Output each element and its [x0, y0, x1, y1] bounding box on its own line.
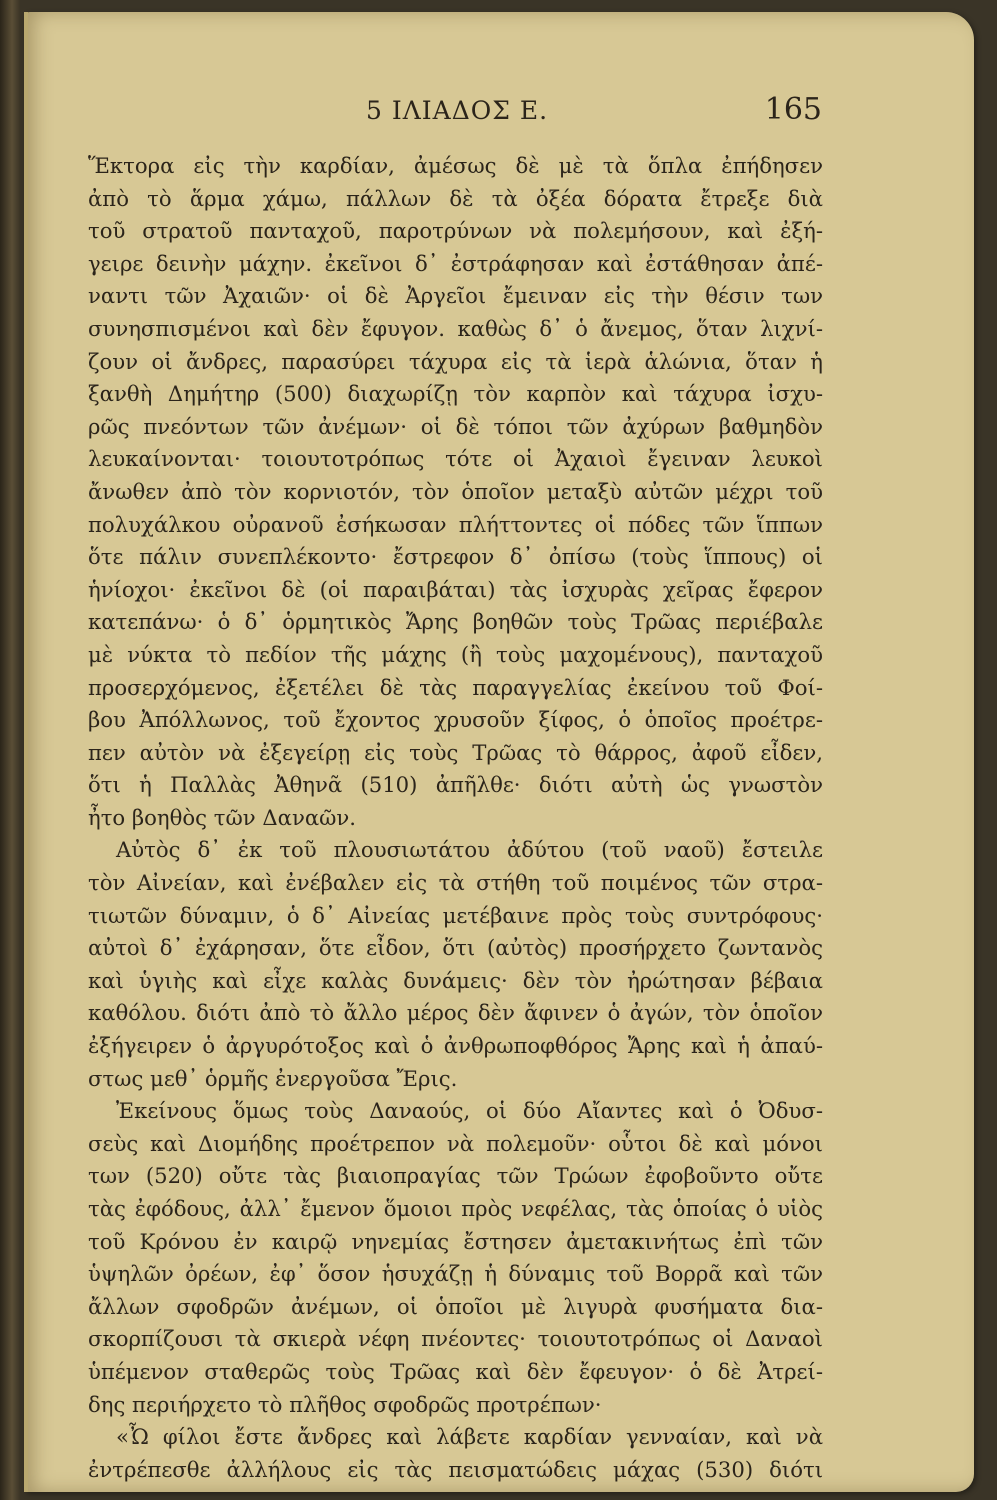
- text-line: ἄνωθεν ἀπὸ τὸν κορνιοτόν, τὸν ὁποῖον μεταξὺ αὐτῶν μέχρι τοῦ: [88, 478, 823, 504]
- page-number: 165: [764, 92, 822, 127]
- text-line: των (520) οὔτε τὰς βιαιοπραγίας τῶν Τρώων ἐφοβοῦντο οὔτε: [88, 1163, 823, 1189]
- text-line: σκορπίζουσι τὰ σκιερὰ νέφη πνέοντες· τοιουτοτρόπως οἱ Δαναοὶ: [88, 1326, 823, 1352]
- text-line: δης περιήρχετο τὸ πλῆθος σφοδρῶς προτρέπων·: [88, 1391, 602, 1417]
- text-line: τὸν Αἰνείαν, καὶ ἐνέβαλεν εἰς τὰ στήθη τοῦ ποιμένος τῶν στρα-: [88, 870, 823, 896]
- text-line: ναντι τῶν Ἀχαιῶν· οἱ δὲ Ἀργεῖοι ἔμειναν εἰς τὴν θέσιν των: [88, 283, 823, 309]
- text-line: καθόλου. διότι ἀπὸ τὸ ἄλλο μέρος δὲν ἄφινεν ὁ ἀγών, τὸν ὁποῖον: [88, 1000, 823, 1026]
- text-line: στως μεθ᾽ ὁρμῆς ἐνεργοῦσα Ἔρις.: [88, 1065, 458, 1091]
- text-line: σεὺς καὶ Διομήδης προέτρεπον νὰ πολεμοῦν· οὗτοι δὲ καὶ μόνοι: [88, 1130, 823, 1156]
- text-line: Ἕκτορα εἰς τὴν καρδίαν, ἀμέσως δὲ μὲ τὰ ὅπλα ἐπήδησεν: [88, 153, 823, 178]
- text-line: ἐντρέπεσθε ἀλλήλους εἰς τὰς πεισματώδεις μάχας (530) διότι: [88, 1456, 823, 1482]
- text-line: ζουν οἱ ἄνδρες, παρασύρει τάχυρα εἰς τὰ ἱερὰ ἁλώνια, ὅταν ἡ: [88, 348, 823, 374]
- text-line: τοῦ στρατοῦ πανταχοῦ, παροτρύνων νὰ πολεμήσουν, καὶ ἐξή-: [88, 218, 823, 244]
- text-line: μὲ νύκτα τὸ πεδίον τῆς μάχης (ἢ τοὺς μαχομένους), πανταχοῦ: [88, 641, 823, 667]
- text-line: ἐξήγειρεν ὁ ἀργυρότοξος καὶ ὁ ἀνθρωποφθόρος Ἄρης καὶ ἡ ἀπαύ-: [88, 1033, 823, 1059]
- text-line: συνησπισμένοι καὶ δὲν ἔφυγον. καθὼς δ᾽ ὁ ἄνεμος, ὅταν λιχνί-: [88, 315, 823, 341]
- text-line: γειρε δεινὴν μάχην. ἐκεῖνοι δ᾽ ἐστράφησαν καὶ ἐστάθησαν ἀπέ-: [88, 250, 823, 276]
- text-line: αὐτοὶ δ᾽ ἐχάρησαν, ὅτε εἶδον, ὅτι (αὐτὸς) προσήρχετο ζωντανὸς: [88, 935, 823, 961]
- text-line: τιωτῶν δύναμιν, ὁ δ᾽ Αἰνείας μετέβαινε πρὸς τοὺς συντρόφους·: [88, 902, 823, 928]
- text-line: κατεπάνω· ὁ δ᾽ ὁρμητικὸς Ἄρης βοηθῶν τοὺς Τρῶας περιέβαλε: [88, 609, 823, 635]
- text-line: ἦτο βοηθὸς τῶν Δαναῶν.: [88, 804, 357, 830]
- text-line: ἄλλων σφοδρῶν ἀνέμων, οἱ ὁποῖοι μὲ λιγυρὰ φυσήματα δια-: [88, 1293, 823, 1319]
- text-line: τοῦ Κρόνου ἐν καιρῷ νηνεμίας ἔστησεν ἀμετακινήτως ἐπὶ τῶν: [88, 1228, 823, 1254]
- text-line: λευκαίνονται· τοιουτοτρόπως τότε οἱ Ἀχαιοὶ ἔγειναν λευκοὶ: [88, 446, 823, 472]
- text-line: «Ὦ φίλοι ἔστε ἄνδρες καὶ λάβετε καρδίαν γενναίαν, καὶ νὰ: [116, 1424, 823, 1450]
- page-header: [24, 92, 974, 136]
- text-line: ἀπὸ τὸ ἅρμα χάμω, πάλλων δὲ τὰ ὀξέα δόρατα ἔτρεξε διὰ: [88, 185, 823, 211]
- text-line: Ἐκείνους ὅμως τοὺς Δαναούς, οἱ δύο Αἴαντες καὶ ὁ Ὀδυσ-: [116, 1098, 823, 1124]
- book-page: [24, 12, 974, 1492]
- body-text: [88, 150, 823, 1486]
- text-line: ὅτε πάλιν συνεπλέκοντο· ἔστρεφον δ᾽ ὀπίσω (τοὺς ἵππους) οἱ: [88, 544, 823, 570]
- text-line: ρῶς πνεόντων τῶν ἀνέμων· οἱ δὲ τόποι τῶν ἀχύρων βαθμηδὸν: [88, 413, 823, 439]
- text-line: βου Ἀπόλλωνος, τοῦ ἔχοντος χρυσοῦν ξίφος, ὁ ὁποῖος προέτρε-: [88, 707, 823, 733]
- text-line: ἡνίοχοι· ἐκεῖνοι δὲ (οἱ παραιβάται) τὰς ἰσχυρὰς χεῖρας ἔφερον: [88, 576, 823, 602]
- text-line: προσερχόμενος, ἐξετέλει δὲ τὰς παραγγελίας ἐκείνου τοῦ Φοί-: [88, 674, 823, 700]
- text-line: ὑπέμενον σταθερῶς τοὺς Τρῶας καὶ δὲν ἔφευγον· ὁ δὲ Ἀτρεί-: [88, 1358, 823, 1384]
- book-gutter: [0, 0, 20, 1500]
- text-line: τὰς ἐφόδους, ἀλλ᾽ ἔμενον ὅμοιοι πρὸς νεφέλας, τὰς ὁποίας ὁ υἱὸς: [88, 1196, 823, 1221]
- text-line: καὶ ὑγιὴς καὶ εἶχε καλὰς δυνάμεις· δὲν τὸν ἠρώτησαν βέβαια: [88, 967, 823, 993]
- text-line: πολυχάλκου οὐρανοῦ ἐσήκωσαν πλήττοντες οἱ πόδες τῶν ἵππων: [88, 511, 823, 537]
- running-title: 5 ΙΛΙΑΔΟΣ Ε.: [366, 96, 549, 125]
- text-line: ὑψηλῶν ὀρέων, ἐφ᾽ ὅσον ἡσυχάζῃ ἡ δύναμις τοῦ Βορρᾶ καὶ τῶν: [88, 1261, 823, 1287]
- text-line: πεν αὐτὸν νὰ ἐξεγείρῃ εἰς τοὺς Τρῶας τὸ θάρρος, ἀφοῦ εἶδεν,: [88, 739, 823, 765]
- text-line: ξανθὴ Δημήτηρ (500) διαχωρίζῃ τὸν καρπὸν καὶ τάχυρα ἰσχυ-: [88, 381, 823, 407]
- text-line: ὅτι ἡ Παλλὰς Ἀθηνᾶ (510) ἀπῆλθε· διότι αὐτὴ ὡς γνωστὸν: [88, 772, 823, 798]
- text-line: Αὐτὸς δ᾽ ἐκ τοῦ πλουσιωτάτου ἀδύτου (τοῦ ναοῦ) ἔστειλε: [116, 837, 823, 863]
